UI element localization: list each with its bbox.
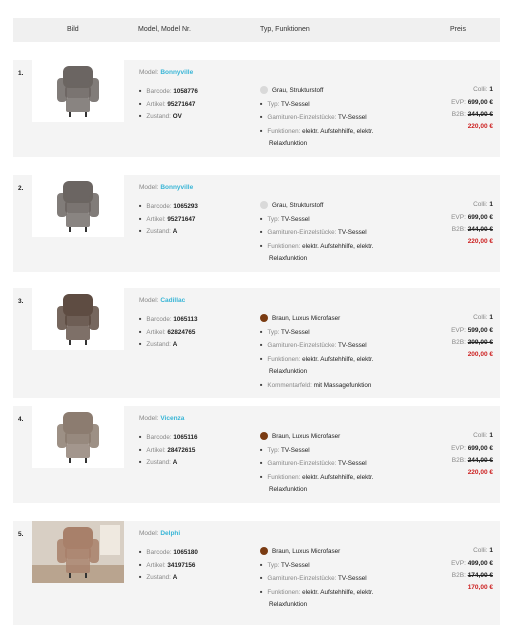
zustand-item	[139, 571, 198, 584]
typ-item-value: TV-Sessel	[280, 215, 310, 223]
colli-line	[451, 84, 493, 97]
product-image[interactable]	[32, 521, 124, 583]
garnituren-item	[260, 226, 420, 240]
zustand-item-label: Zustand:	[146, 459, 173, 466]
model-label: Model:	[139, 297, 161, 304]
color-swatch-icon	[260, 432, 268, 440]
evp-line	[451, 558, 493, 571]
barcode-item-value: 1065180	[173, 549, 198, 556]
b2b-line	[451, 337, 493, 350]
colli-line	[451, 430, 493, 443]
funktionen-continued: Relaxfunktion	[269, 601, 308, 608]
product-details	[139, 200, 198, 238]
row-number: 4.	[18, 416, 24, 423]
model-name-link[interactable]: Bonnyville	[160, 69, 194, 76]
artikel-item-label: Artikel:	[146, 561, 168, 569]
barcode-item-label: Barcode:	[146, 203, 174, 210]
typ-item-value: TV-Sessel	[280, 100, 310, 108]
evp-value: 699,00 €	[467, 213, 493, 221]
garnituren-item	[260, 572, 420, 586]
color-item	[260, 200, 420, 213]
evp-value: 699,00 €	[467, 444, 493, 452]
kommentar-item	[260, 379, 420, 393]
barcode-item-value: 1058776	[173, 88, 198, 95]
garnituren-item-value: TV-Sessel	[338, 575, 367, 582]
product-features	[260, 431, 420, 497]
table-header	[13, 18, 500, 42]
typ-item	[260, 98, 420, 112]
model-line	[139, 530, 180, 537]
colli-label: Colli:	[473, 314, 490, 321]
artikel-item	[139, 444, 198, 457]
model-label: Model:	[139, 415, 161, 422]
zustand-item-label: Zustand:	[146, 341, 173, 348]
barcode-item	[139, 431, 198, 444]
zustand-item-label: Zustand:	[146, 228, 173, 235]
typ-item	[260, 444, 420, 458]
artikel-item-value: 62824765	[167, 328, 196, 336]
artikel-item	[139, 213, 198, 226]
zustand-item-value: A	[172, 228, 178, 235]
color-item	[260, 546, 420, 559]
funktionen-item	[260, 125, 420, 139]
typ-item-label: Typ:	[267, 328, 281, 336]
model-line	[139, 297, 185, 304]
evp-value: 499,00 €	[467, 559, 493, 567]
evp-line	[451, 325, 493, 338]
artikel-item-label: Artikel:	[146, 215, 168, 223]
artikel-item-label: Artikel:	[146, 446, 168, 454]
zustand-item-value: A	[172, 341, 178, 348]
colli-value: 1	[489, 86, 493, 93]
funktionen-item-value: elektr. Aufstehhilfe, elektr.	[302, 355, 374, 363]
colli-label: Colli:	[473, 547, 490, 554]
funktionen-item-value: elektr. Aufstehhilfe, elektr.	[302, 242, 374, 250]
b2b-label: B2B:	[451, 457, 468, 464]
garnituren-item-value: TV-Sessel	[338, 229, 367, 236]
typ-item-value: TV-Sessel	[280, 561, 310, 569]
funktionen-item-label: Funktionen:	[267, 242, 303, 250]
b2b-old-price: 244,00 €	[467, 457, 493, 464]
barcode-item-label: Barcode:	[146, 434, 174, 441]
garnituren-item-label: Garnituren-Einzelstücke:	[267, 460, 339, 467]
colli-line	[451, 545, 493, 558]
colli-label: Colli:	[473, 201, 490, 208]
artikel-item-value: 34197156	[167, 561, 196, 569]
b2b-new-price: 170,00 €	[467, 583, 493, 591]
funktionen-continued: Relaxfunktion	[269, 486, 308, 493]
model-name-link[interactable]: Cadillac	[160, 297, 186, 304]
typ-item	[260, 326, 420, 340]
product-row	[13, 406, 500, 503]
color-swatch-icon	[260, 547, 268, 555]
model-name-link[interactable]: Delphi	[160, 530, 181, 537]
b2b-label: B2B:	[451, 339, 468, 346]
product-features	[260, 313, 420, 392]
product-features	[260, 85, 420, 151]
product-details	[139, 313, 198, 351]
garnituren-item-label: Garnituren-Einzelstücke:	[267, 229, 339, 236]
product-row	[13, 521, 500, 625]
product-features	[260, 200, 420, 266]
garnituren-item-value: TV-Sessel	[338, 342, 367, 349]
color-swatch-icon	[260, 314, 268, 322]
price-block	[451, 199, 493, 246]
barcode-item	[139, 546, 198, 559]
typ-item-label: Typ:	[267, 561, 281, 569]
barcode-item	[139, 313, 198, 326]
taupe-recliner-icon	[32, 406, 124, 468]
barcode-item-value: 1065116	[173, 434, 198, 441]
zustand-item-value: A	[172, 574, 178, 581]
grey-recliner-icon	[32, 175, 124, 237]
product-row	[13, 175, 500, 272]
evp-value: 599,00 €	[467, 326, 493, 334]
barcode-item-value: 1065113	[173, 316, 198, 323]
color-name: Braun, Luxus Microfaser	[272, 548, 341, 555]
garnituren-item	[260, 339, 420, 353]
artikel-item-value: 95271647	[167, 100, 196, 108]
kommentar-item-label: Kommentarfeld:	[267, 381, 314, 389]
product-row	[13, 60, 500, 157]
colli-value: 1	[489, 432, 493, 439]
b2b-new-price: 220,00 €	[467, 237, 493, 245]
artikel-item-label: Artikel:	[146, 328, 168, 336]
evp-label: EVP:	[451, 326, 468, 334]
model-line	[139, 69, 193, 76]
artikel-item	[139, 98, 198, 111]
product-image[interactable]	[32, 60, 124, 122]
model-name-link[interactable]: Vicenza	[160, 415, 185, 422]
zustand-item	[139, 456, 198, 469]
barcode-item	[139, 200, 198, 213]
b2b-new-price: 220,00 €	[467, 468, 493, 476]
row-number: 5.	[18, 531, 24, 538]
colli-line	[451, 199, 493, 212]
artikel-item-label: Artikel:	[146, 100, 168, 108]
garnituren-item-value: TV-Sessel	[338, 114, 367, 121]
zustand-item-value: A	[172, 459, 178, 466]
barcode-item-label: Barcode:	[146, 88, 174, 95]
zustand-item-label: Zustand:	[146, 113, 173, 120]
model-label: Model:	[139, 530, 161, 537]
garnituren-item-label: Garnituren-Einzelstücke:	[267, 114, 339, 121]
artikel-item	[139, 326, 198, 339]
funktionen-item	[260, 353, 420, 367]
zustand-item	[139, 225, 198, 238]
b2b-line	[451, 570, 493, 583]
color-name: Braun, Luxus Microfaser	[272, 315, 341, 322]
funktionen-item-label: Funktionen:	[267, 355, 303, 363]
funktionen-item-value: elektr. Aufstehhilfe, elektr.	[302, 473, 374, 481]
row-number: 3.	[18, 298, 24, 305]
b2b-line	[451, 224, 493, 237]
artikel-item-value: 95271647	[167, 215, 196, 223]
colli-value: 1	[489, 201, 493, 208]
product-image[interactable]	[32, 406, 124, 468]
b2b-new-price: 200,00 €	[467, 350, 493, 358]
b2b-old-price: 174,00 €	[467, 572, 493, 579]
product-features	[260, 546, 420, 612]
b2b-line	[451, 455, 493, 468]
evp-line	[451, 212, 493, 225]
grey-recliner-icon	[32, 60, 124, 122]
colli-value: 1	[489, 547, 493, 554]
product-details	[139, 546, 198, 584]
evp-value: 699,00 €	[467, 98, 493, 106]
evp-label: EVP:	[451, 98, 468, 106]
product-image[interactable]	[32, 288, 124, 350]
header-typ: Typ, Funktionen	[260, 26, 310, 33]
artikel-item-value: 28472615	[167, 446, 196, 454]
price-block	[451, 312, 493, 359]
zustand-item-label: Zustand:	[146, 574, 173, 581]
barcode-item-value: 1065293	[173, 203, 198, 210]
barcode-item	[139, 85, 198, 98]
typ-item	[260, 213, 420, 227]
model-line	[139, 184, 193, 191]
b2b-old-price: 244,00 €	[467, 226, 493, 233]
typ-item	[260, 559, 420, 573]
brown-recliner-icon	[32, 288, 124, 350]
header-model: Model, Model Nr.	[138, 26, 191, 33]
color-swatch-icon	[260, 86, 268, 94]
typ-item-label: Typ:	[267, 446, 281, 454]
garnituren-item-value: TV-Sessel	[338, 460, 367, 467]
room-recliner-photo-icon	[32, 521, 124, 583]
product-row	[13, 288, 500, 398]
funktionen-item	[260, 471, 420, 485]
artikel-item	[139, 559, 198, 572]
colli-line	[451, 312, 493, 325]
funktionen-item-value: elektr. Aufstehhilfe, elektr.	[302, 588, 374, 596]
evp-line	[451, 443, 493, 456]
color-item	[260, 313, 420, 326]
price-block	[451, 430, 493, 477]
typ-item-label: Typ:	[267, 100, 281, 108]
evp-label: EVP:	[451, 559, 468, 567]
header-preis: Preis	[450, 26, 466, 33]
evp-label: EVP:	[451, 213, 468, 221]
b2b-line	[451, 109, 493, 122]
color-swatch-icon	[260, 201, 268, 209]
model-label: Model:	[139, 184, 161, 191]
evp-label: EVP:	[451, 444, 468, 452]
typ-item-value: TV-Sessel	[280, 446, 310, 454]
product-details	[139, 431, 198, 469]
funktionen-item	[260, 586, 420, 600]
garnituren-item	[260, 457, 420, 471]
typ-item-label: Typ:	[267, 215, 281, 223]
color-name: Grau, Strukturstoff	[272, 87, 324, 94]
b2b-label: B2B:	[451, 572, 468, 579]
model-label: Model:	[139, 69, 161, 76]
funktionen-continued: Relaxfunktion	[269, 255, 308, 262]
funktionen-item-label: Funktionen:	[267, 473, 303, 481]
garnituren-item-label: Garnituren-Einzelstücke:	[267, 342, 339, 349]
b2b-label: B2B:	[451, 226, 468, 233]
product-details	[139, 85, 198, 123]
product-image[interactable]	[32, 175, 124, 237]
colli-value: 1	[489, 314, 493, 321]
funktionen-item-label: Funktionen:	[267, 127, 303, 135]
b2b-old-price: 244,00 €	[467, 111, 493, 118]
zustand-item	[139, 110, 198, 123]
zustand-item	[139, 338, 198, 351]
model-line	[139, 415, 184, 422]
funktionen-continued: Relaxfunktion	[269, 140, 308, 147]
price-block	[451, 545, 493, 592]
row-number: 1.	[18, 70, 24, 77]
row-number: 2.	[18, 185, 24, 192]
zustand-item-value: OV	[172, 113, 182, 120]
evp-line	[451, 97, 493, 110]
colli-label: Colli:	[473, 432, 490, 439]
barcode-item-label: Barcode:	[146, 316, 174, 323]
price-block	[451, 84, 493, 131]
b2b-old-price: 209,00 €	[467, 339, 493, 346]
b2b-label: B2B:	[451, 111, 468, 118]
funktionen-item-label: Funktionen:	[267, 588, 303, 596]
color-name: Braun, Luxus Microfaser	[272, 433, 341, 440]
garnituren-item	[260, 111, 420, 125]
color-name: Grau, Strukturstoff	[272, 202, 324, 209]
typ-item-value: TV-Sessel	[280, 328, 310, 336]
color-item	[260, 85, 420, 98]
header-bild: Bild	[67, 26, 79, 33]
funktionen-item	[260, 240, 420, 254]
barcode-item-label: Barcode:	[146, 549, 174, 556]
b2b-new-price: 220,00 €	[467, 122, 493, 130]
color-item	[260, 431, 420, 444]
kommentar-item-value: mit Massagefunktion	[313, 381, 372, 389]
model-name-link[interactable]: Bonnyville	[160, 184, 194, 191]
garnituren-item-label: Garnituren-Einzelstücke:	[267, 575, 339, 582]
funktionen-continued: Relaxfunktion	[269, 368, 308, 375]
funktionen-item-value: elektr. Aufstehhilfe, elektr.	[302, 127, 374, 135]
colli-label: Colli:	[473, 86, 490, 93]
